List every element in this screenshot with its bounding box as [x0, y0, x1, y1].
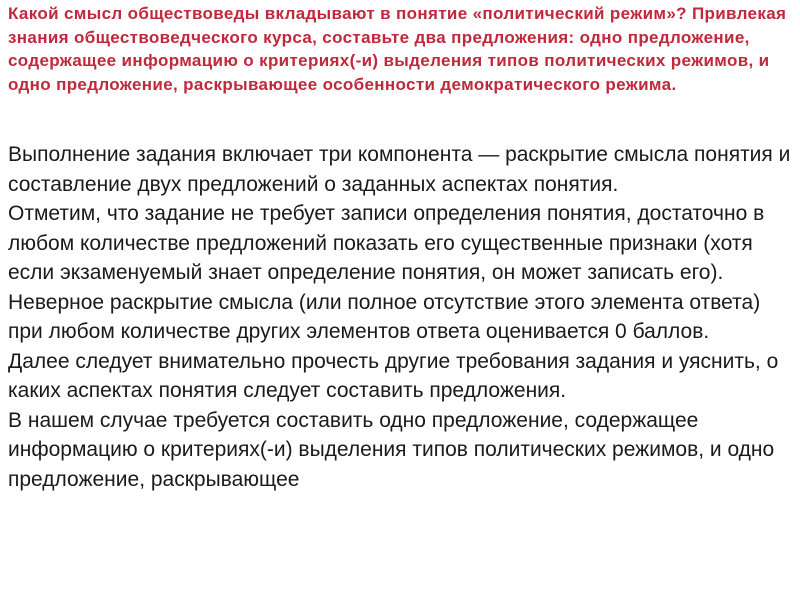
explanation-paragraph-definition: Отметим, что задание не требует записи определения понятия, достаточно в любом количестве предложений показать его существенные признаки (хотя если экзаменуемый знает определение понятия, он может записать его). Неверное раскрытие смысла (или полное отсутствие этого элемента ответа) при любом количестве других элементов ответа оценивается 0 баллов.	[8, 202, 765, 343]
explanation-paragraph-requirements: Далее следует внимательно прочесть другие требования задания и уяснить, о каких аспектах понятия следует составить предложения.	[8, 349, 779, 402]
task-explanation	[8, 140, 796, 494]
explanation-paragraph-components: Выполнение задания включает три компонента — раскрытие смысла понятия и составление двух предложений о заданных аспектах понятия.	[8, 143, 791, 196]
task-question: Какой смысл обществоведы вкладывают в понятие «политический режим»? Привлекая знания обществоведческого курса, составьте два предложения: одно предложение, содержащее информацию о критериях(-и) выделения типов политических режимов, и одно предложение, раскрывающее особенности демократического режима.	[8, 4, 787, 94]
explanation-paragraph-our-case: В нашем случае требуется составить одно предложение, содержащее информацию о критериях(-и) выделения типов политических режимов, и одно предложение, раскрывающее	[8, 408, 775, 491]
